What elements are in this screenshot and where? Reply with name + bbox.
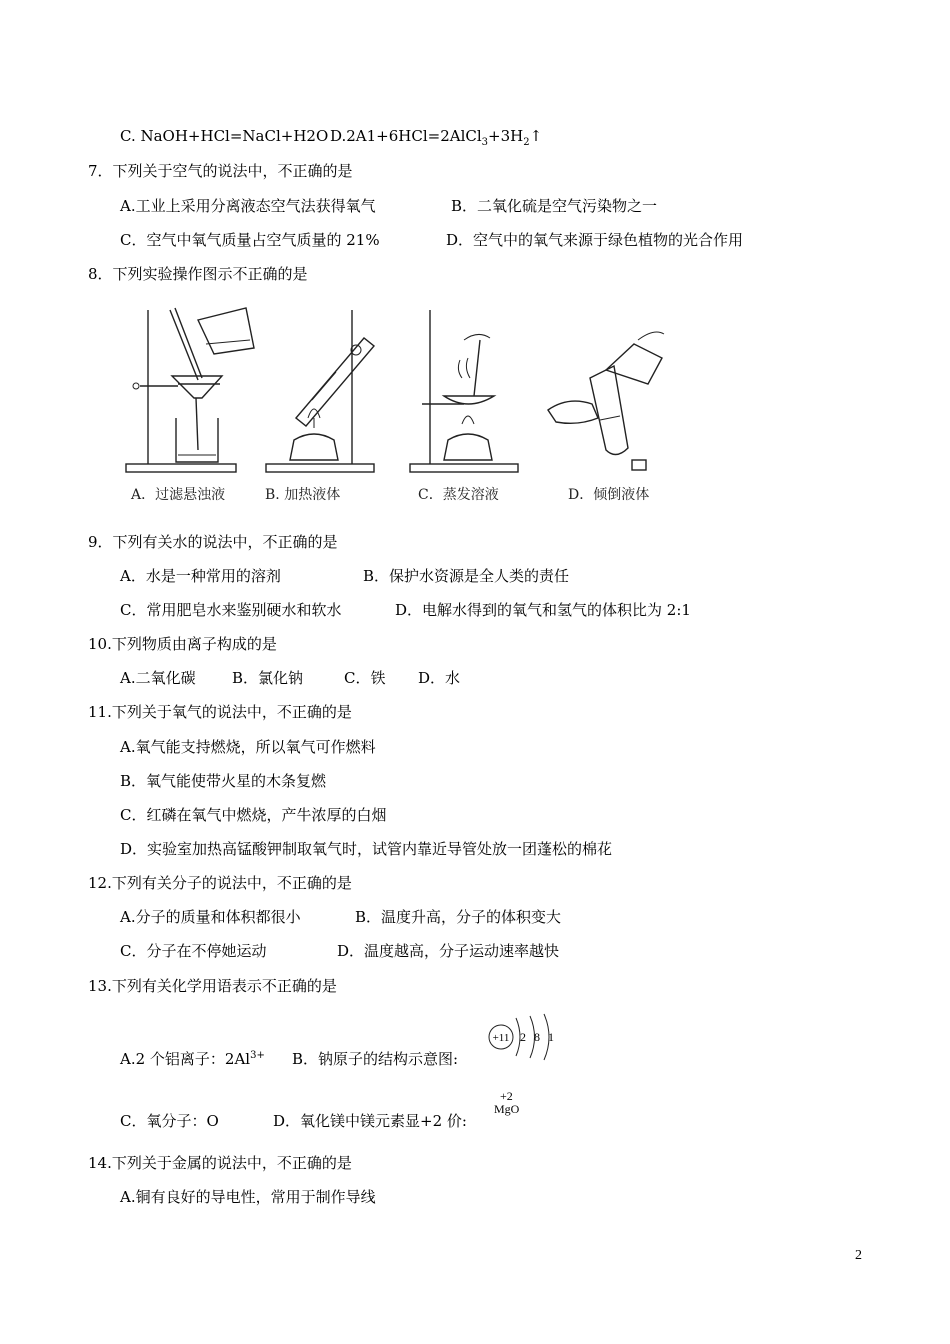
q7-option-a: A.工业上采用分离液态空气法获得氧气 bbox=[120, 197, 376, 215]
shell-1-electrons: 2 bbox=[520, 1030, 526, 1044]
valence-charge: +2 bbox=[500, 1089, 513, 1103]
pouring-liquid-apparatus bbox=[548, 332, 664, 470]
q11-option-d: D．实验室加热高锰酸钾制取氧气时，试管内靠近导管处放一团蓬松的棉花 bbox=[120, 840, 613, 858]
q7-option-b: B．二氧化硫是空气污染物之一 bbox=[451, 197, 658, 215]
q11-option-c: C．红磷在氧气中燃烧，产牛浓厚的白烟 bbox=[120, 806, 387, 824]
q10-stem: 10.下列物质由离子构成的是 bbox=[88, 635, 277, 653]
q14-stem: 14.下列关于金属的说法中，不正确的是 bbox=[88, 1154, 352, 1172]
q13-option-a: A.2 个铝离子：$2Al^{3+}$ bbox=[120, 1050, 265, 1068]
q13-stem: 13.下列有关化学用语表示不正确的是 bbox=[88, 977, 337, 995]
q11-option-a: A.氧气能支持燃烧，所以氧气可作燃料 bbox=[120, 738, 376, 756]
q11-stem: 11.下列关于氧气的说法中，不正确的是 bbox=[88, 703, 352, 721]
evaporation-apparatus bbox=[410, 310, 518, 472]
q12-option-d: D．温度越高，分子运动速率越快 bbox=[337, 942, 560, 960]
q12-stem: 12.下列有关分子的说法中，不正确的是 bbox=[88, 874, 352, 892]
q9-option-a: A．水是一种常用的溶剂 bbox=[120, 567, 281, 585]
q12-option-a: A.分子的质量和体积都很小 bbox=[120, 908, 301, 926]
q6-option-c: C. NaOH+HCl=NaCl+H2O bbox=[120, 127, 329, 145]
q14-option-a: A.铜有良好的导电性，常用于制作导线 bbox=[120, 1188, 376, 1206]
q9-option-b: B．保护水资源是全人类的责任 bbox=[363, 567, 570, 585]
q7-stem: 7．下列关于空气的说法中，不正确的是 bbox=[88, 162, 353, 180]
heating-liquid-apparatus bbox=[266, 310, 374, 472]
valence-formula: MgO bbox=[494, 1102, 520, 1116]
q6-option-d: $D.2A1+6HCl=2AlCl_3+3H_2↑$ bbox=[330, 127, 543, 148]
nucleus-charge: +11 bbox=[492, 1032, 510, 1044]
filtration-apparatus bbox=[126, 308, 254, 472]
q8-caption-a: A．过滤悬浊液 bbox=[131, 487, 226, 503]
q10-option-b: B．氯化钠 bbox=[232, 669, 304, 687]
q10-option-a: A.二氧化碳 bbox=[120, 669, 196, 687]
sodium-atom-structure-diagram bbox=[484, 1012, 564, 1062]
valence-notation bbox=[494, 1090, 519, 1116]
q10-option-c: C．铁 bbox=[344, 669, 386, 687]
q11-option-b: B．氧气能使带火星的木条复燃 bbox=[120, 772, 327, 790]
shell-2-electrons: 8 bbox=[534, 1030, 540, 1044]
q12-option-b: B．温度升高，分子的体积变大 bbox=[355, 908, 562, 926]
q12-option-c: C．分子在不停她运动 bbox=[120, 942, 267, 960]
lab-operations-figure bbox=[118, 300, 678, 480]
q9-stem: 9．下列有关水的说法中，不正确的是 bbox=[88, 533, 338, 551]
q13-option-b: B．钠原子的结构示意图: bbox=[292, 1050, 459, 1068]
q7-option-c: C．空气中氧气质量占空气质量的 21% bbox=[120, 231, 380, 249]
q9-option-c: C．常用肥皂水来鉴别硬水和软水 bbox=[120, 601, 342, 619]
q8-stem: 8．下列实验操作图示不正确的是 bbox=[88, 265, 308, 283]
q10-option-d: D．水 bbox=[418, 669, 461, 687]
q8-caption-d: D．倾倒液体 bbox=[568, 487, 650, 503]
q7-option-d: D．空气中的氧气来源于绿色植物的光合作用 bbox=[446, 231, 744, 249]
q8-caption-c: C．蒸发溶液 bbox=[418, 487, 499, 503]
q8-caption-b: B. 加热液体 bbox=[265, 487, 341, 503]
q13-option-d: D．氧化镁中镁元素显+2 价: bbox=[273, 1112, 467, 1130]
page-number: 2 bbox=[855, 1248, 862, 1263]
q9-option-d: D．电解水得到的氧气和氢气的体积比为 2:1 bbox=[395, 601, 691, 619]
shell-3-electrons: 1 bbox=[548, 1030, 554, 1044]
q13-option-c: C．氧分子：O bbox=[120, 1112, 219, 1130]
